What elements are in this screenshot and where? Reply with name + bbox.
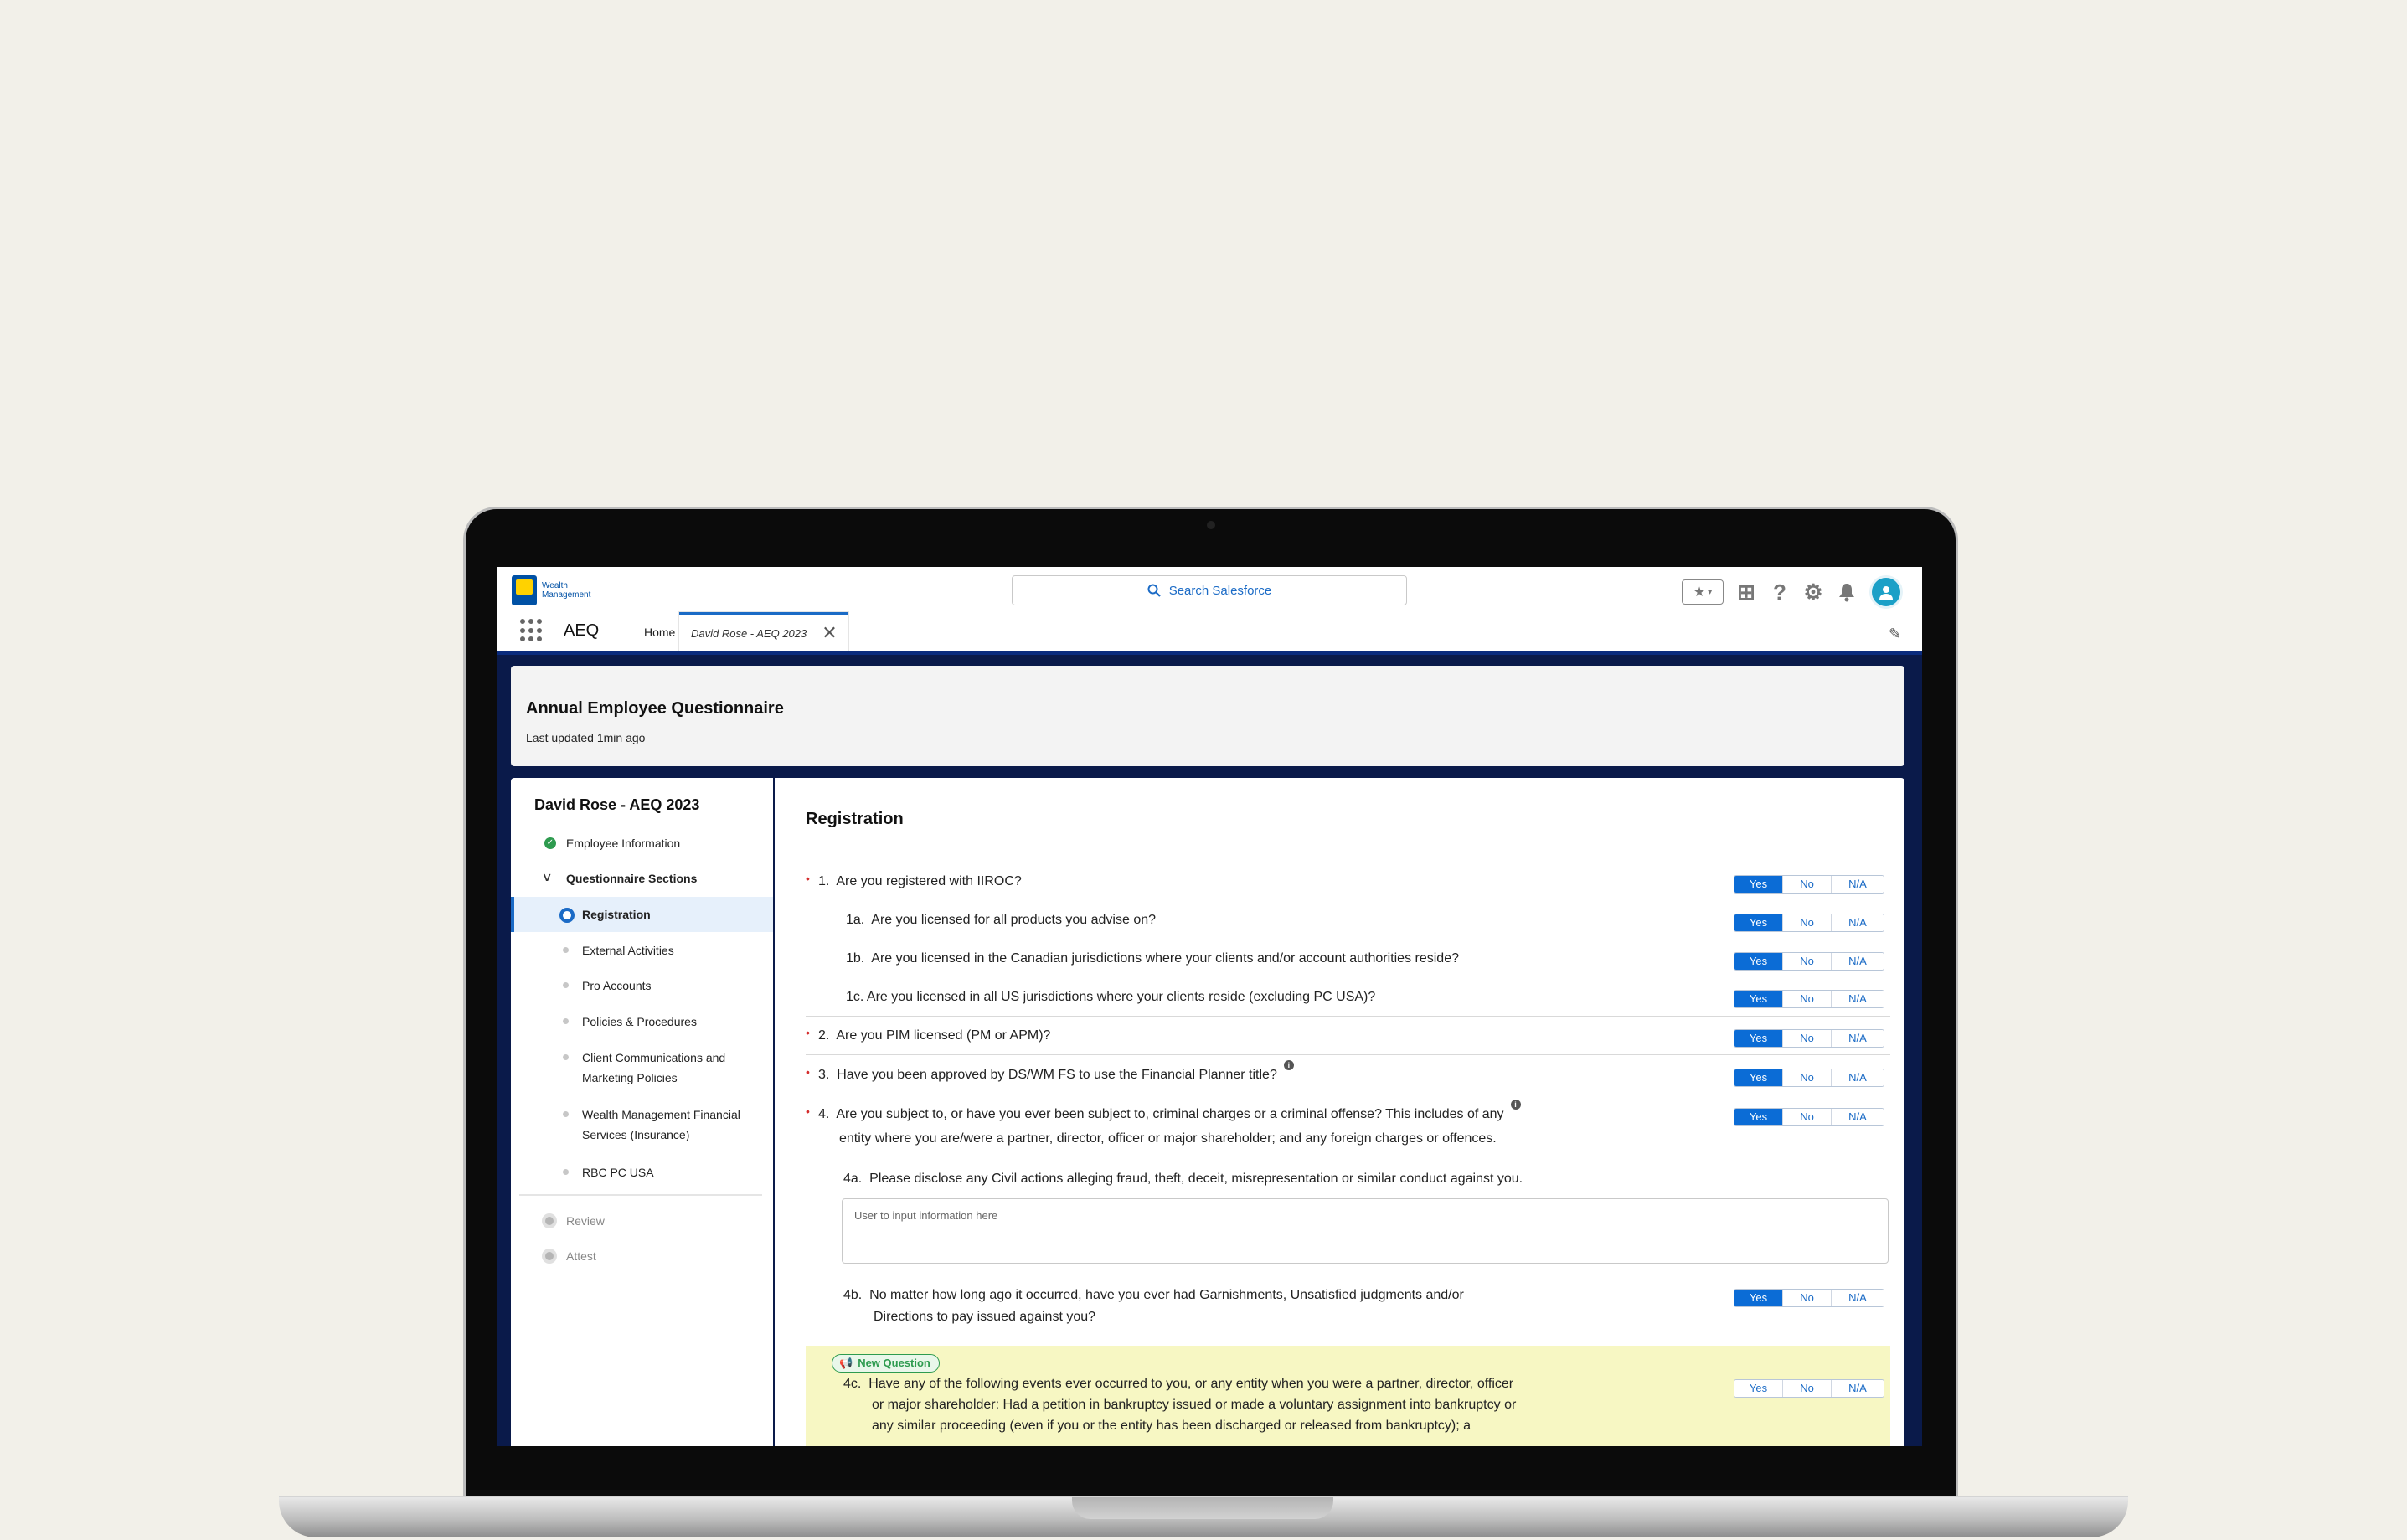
question-4b bbox=[843, 1285, 1464, 1306]
no-button[interactable]: No bbox=[1783, 991, 1832, 1007]
question-2 bbox=[818, 1026, 1050, 1046]
required-indicator: • bbox=[806, 1105, 810, 1118]
na-button[interactable]: N/A bbox=[1832, 1290, 1884, 1306]
search-placeholder: Search Salesforce bbox=[1168, 583, 1272, 598]
answer-toggle-1c bbox=[1734, 990, 1884, 1008]
question-4c bbox=[843, 1374, 1513, 1394]
na-button[interactable]: N/A bbox=[1832, 1030, 1884, 1047]
yes-button[interactable]: Yes bbox=[1734, 876, 1783, 893]
favorites-button[interactable] bbox=[1682, 579, 1724, 605]
search-input[interactable] bbox=[1012, 575, 1407, 605]
step-pending-icon bbox=[542, 1213, 557, 1228]
question-text: Are you licensed in the Canadian jurisdictions where your clients and/or account authorities reside? bbox=[871, 951, 1459, 966]
question-4 bbox=[818, 1100, 1521, 1125]
na-button[interactable]: N/A bbox=[1832, 1109, 1884, 1125]
yes-button[interactable]: Yes bbox=[1734, 1290, 1783, 1306]
sidebar-item-pro-accounts[interactable]: Pro Accounts bbox=[582, 979, 652, 992]
step-dot-icon bbox=[563, 947, 569, 953]
na-button[interactable]: N/A bbox=[1832, 1380, 1884, 1397]
nav-underline bbox=[497, 651, 1922, 655]
question-number: 4a. bbox=[843, 1172, 863, 1186]
star-icon: ★ bbox=[1693, 585, 1706, 600]
tab-record-label: David Rose - AEQ 2023 bbox=[691, 626, 807, 640]
answer-toggle-4b bbox=[1734, 1289, 1884, 1307]
question-text: Are you registered with IIROC? bbox=[836, 874, 1022, 888]
na-button[interactable]: N/A bbox=[1832, 876, 1884, 893]
divider bbox=[806, 1016, 1890, 1017]
close-icon[interactable]: ✕ bbox=[822, 622, 838, 643]
sidebar-item-policies-procedures[interactable]: Policies & Procedures bbox=[582, 1015, 697, 1028]
step-dot-icon bbox=[563, 982, 569, 988]
last-updated: Last updated 1min ago bbox=[526, 731, 646, 744]
avatar[interactable] bbox=[1869, 575, 1903, 609]
bell-icon[interactable] bbox=[1836, 579, 1858, 605]
question-number: 1a. bbox=[846, 913, 865, 927]
step-dot-icon bbox=[563, 1054, 569, 1060]
no-button[interactable]: No bbox=[1783, 1109, 1832, 1125]
sidebar-item-review[interactable]: Review bbox=[566, 1214, 605, 1228]
badge-label: New Question bbox=[858, 1357, 930, 1369]
chevron-down-icon[interactable]: ∨ bbox=[541, 870, 553, 883]
question-3 bbox=[818, 1061, 1294, 1085]
yes-button[interactable]: Yes bbox=[1734, 1380, 1783, 1397]
question-1c bbox=[846, 987, 1375, 1007]
required-indicator: • bbox=[806, 872, 810, 885]
questionnaire-panel bbox=[775, 778, 1904, 1446]
info-icon[interactable]: i bbox=[1284, 1060, 1294, 1070]
question-number: 1c. bbox=[846, 990, 864, 1004]
app-nav-bar bbox=[497, 610, 1922, 651]
question-1a bbox=[846, 910, 1156, 930]
sidebar-item-employee-information[interactable]: Employee Information bbox=[566, 837, 681, 850]
no-button[interactable]: No bbox=[1783, 1030, 1832, 1047]
step-pending-icon bbox=[542, 1249, 557, 1264]
laptop-notch bbox=[1072, 1497, 1333, 1519]
required-indicator: • bbox=[806, 1065, 810, 1079]
new-question-badge bbox=[832, 1354, 940, 1373]
progress-sidebar bbox=[511, 778, 773, 1446]
app-name: AEQ bbox=[564, 621, 600, 640]
no-button[interactable]: No bbox=[1783, 1380, 1832, 1397]
question-text: Please disclose any Civil actions alleging fraud, theft, deceit, misrepresentation or similar conduct against you. bbox=[869, 1172, 1523, 1186]
answer-toggle-1 bbox=[1734, 875, 1884, 894]
question-number: 1b. bbox=[846, 951, 865, 966]
na-button[interactable]: N/A bbox=[1832, 1069, 1884, 1086]
no-button[interactable]: No bbox=[1783, 914, 1832, 931]
screen bbox=[497, 567, 1922, 1446]
sidebar-title: David Rose - AEQ 2023 bbox=[534, 796, 700, 813]
yes-button[interactable]: Yes bbox=[1734, 1109, 1783, 1125]
step-dot-icon bbox=[563, 1169, 569, 1175]
na-button[interactable]: N/A bbox=[1832, 991, 1884, 1007]
question-number: 1. bbox=[818, 874, 830, 888]
question-text: No matter how long ago it occurred, have you ever had Garnishments, Unsatisfied judgments and/or bbox=[869, 1288, 1464, 1302]
question-4b-line2: Directions to pay issued against you? bbox=[874, 1310, 1096, 1324]
question-4-line2: entity where you are/were a partner, director, officer or major shareholder; and any foreign charges or offences. bbox=[839, 1131, 1497, 1146]
no-button[interactable]: No bbox=[1783, 1290, 1832, 1306]
megaphone-icon: 📢 bbox=[839, 1357, 853, 1369]
sidebar-item-rbc-pc-usa[interactable]: RBC PC USA bbox=[582, 1166, 654, 1179]
yes-button[interactable]: Yes bbox=[1734, 1030, 1783, 1047]
na-button[interactable]: N/A bbox=[1832, 953, 1884, 970]
no-button[interactable]: No bbox=[1783, 876, 1832, 893]
search-icon bbox=[1147, 584, 1161, 597]
question-number: 2. bbox=[818, 1028, 830, 1043]
answer-toggle-1b bbox=[1734, 952, 1884, 971]
info-icon[interactable]: i bbox=[1511, 1100, 1521, 1110]
gear-icon[interactable]: ⚙ bbox=[1803, 579, 1823, 605]
section-title: Registration bbox=[806, 810, 904, 828]
sidebar-item-questionnaire-sections[interactable]: Questionnaire Sections bbox=[566, 872, 698, 885]
question-text: Have you been approved by DS/WM FS to use the Financial Planner title? bbox=[837, 1068, 1277, 1082]
page-header bbox=[511, 666, 1904, 766]
page-title: Annual Employee Questionnaire bbox=[526, 699, 784, 718]
question-number: 4. bbox=[818, 1107, 830, 1121]
chevron-down-icon: ▾ bbox=[1708, 587, 1713, 597]
check-circle-icon: ✓ bbox=[544, 837, 556, 849]
header-icons bbox=[1682, 575, 1903, 609]
sidebar-item-wealth-management-financial-services[interactable]: Wealth Management Financial Services (Insurance) bbox=[582, 1108, 740, 1141]
rbc-logo[interactable] bbox=[512, 575, 609, 605]
sidebar-item-attest[interactable]: Attest bbox=[566, 1249, 596, 1263]
divider bbox=[806, 1054, 1890, 1055]
no-button[interactable]: No bbox=[1783, 953, 1832, 970]
current-step-icon bbox=[559, 908, 575, 923]
global-actions-icon[interactable]: ⊞ bbox=[1737, 579, 1755, 605]
yes-button[interactable]: Yes bbox=[1734, 1069, 1783, 1086]
question-1b bbox=[846, 949, 1459, 969]
edit-nav-icon[interactable]: ✎ bbox=[1889, 626, 1902, 642]
sidebar-item-external-activities[interactable]: External Activities bbox=[582, 944, 674, 957]
yes-button[interactable]: Yes bbox=[1734, 953, 1783, 970]
sidebar-divider bbox=[519, 1194, 762, 1196]
required-indicator: • bbox=[806, 1026, 810, 1039]
answer-toggle-2 bbox=[1734, 1029, 1884, 1048]
na-button[interactable]: N/A bbox=[1832, 914, 1884, 931]
answer-toggle-1a bbox=[1734, 914, 1884, 932]
answer-toggle-4c bbox=[1734, 1379, 1884, 1398]
question-4c-line2: or major shareholder: Had a petition in bankruptcy issued or made a voluntary assignment into bankruptcy or bbox=[872, 1398, 1517, 1412]
question-number: 4b. bbox=[843, 1288, 863, 1302]
step-dot-icon bbox=[563, 1018, 569, 1024]
rbc-logo-icon bbox=[512, 575, 537, 605]
global-header bbox=[497, 567, 1922, 651]
question-4a bbox=[843, 1169, 1523, 1189]
no-button[interactable]: No bbox=[1783, 1069, 1832, 1086]
question-4c-line3: any similar proceeding (even if you or the entity has been discharged or released from bankruptcy); a bbox=[872, 1419, 1472, 1433]
camera bbox=[1207, 521, 1215, 529]
question-text: Have any of the following events ever occurred to you, or any entity when you were a partner, director, officer bbox=[868, 1377, 1514, 1391]
answer-toggle-4 bbox=[1734, 1108, 1884, 1126]
app-launcher-icon[interactable] bbox=[520, 619, 544, 642]
question-text: Are you licensed in all US jurisdictions where your clients reside (excluding PC USA)? bbox=[866, 990, 1376, 1004]
question-number: 4c. bbox=[843, 1377, 862, 1391]
sidebar-item-client-communications[interactable]: Client Communications and Marketing Policies bbox=[582, 1051, 726, 1084]
yes-button[interactable]: Yes bbox=[1734, 914, 1783, 931]
civil-actions-input[interactable]: User to input information here bbox=[842, 1198, 1889, 1264]
user-icon bbox=[1878, 584, 1894, 600]
question-number: 3. bbox=[818, 1068, 830, 1082]
question-text: Are you licensed for all products you advise on? bbox=[871, 913, 1157, 927]
answer-toggle-3 bbox=[1734, 1069, 1884, 1087]
sidebar-item-registration[interactable]: Registration bbox=[582, 908, 651, 921]
yes-button[interactable]: Yes bbox=[1734, 991, 1783, 1007]
help-icon[interactable]: ? bbox=[1773, 579, 1786, 605]
tab-home[interactable]: Home bbox=[644, 626, 676, 639]
question-text: Are you PIM licensed (PM or APM)? bbox=[836, 1028, 1051, 1043]
logo-text: Wealth Management bbox=[542, 581, 591, 600]
question-1 bbox=[818, 872, 1022, 892]
step-dot-icon bbox=[563, 1111, 569, 1117]
tab-record[interactable] bbox=[679, 612, 848, 651]
question-text: Are you subject to, or have you ever been subject to, criminal charges or a criminal offense? This includes of any bbox=[836, 1107, 1504, 1121]
